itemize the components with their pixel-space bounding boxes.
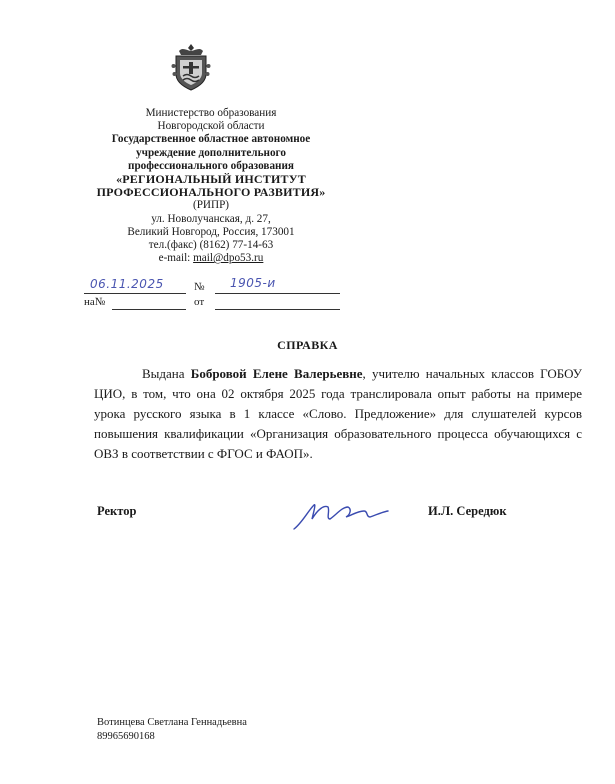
- number-underline: [215, 293, 340, 294]
- body-text: , учителю начальных классов ГОБОУ ЦИО, в том, что она 02 октября 2025 года транслировала опыт работы на примере урока русского языка в 1 классе «Слово. Предложение» для слушателей курсов повышения квалификации «Организация образовательного процесса обучающихся с ОВЗ в соответствии с ФГОС и ФАОП».: [94, 366, 583, 461]
- signatory-name: И.Л. Середюк: [428, 504, 507, 518]
- number-label: №: [194, 281, 205, 293]
- ministry-line: Министерство образования: [145, 107, 277, 119]
- org-name-line: «РЕГИОНАЛЬНЫЙ ИНСТИТУТ: [116, 172, 306, 187]
- org-name-line: ПРОФЕССИОНАЛЬНОГО РАЗВИТИЯ»: [96, 185, 326, 200]
- handwritten-signature: [292, 497, 390, 533]
- email-label: e-mail:: [158, 252, 194, 265]
- address-line: Великий Новгород, Россия, 173001: [127, 225, 295, 238]
- address-line: ул. Новолучанская, д. 27,: [151, 212, 271, 225]
- phone-line: тел.(факс) (8162) 77-14-63: [148, 239, 274, 252]
- coat-of-arms-icon: [170, 42, 212, 92]
- executor-phone: 89965690168: [97, 731, 155, 742]
- body-intro: Выдана: [142, 366, 191, 381]
- ot-underline: [215, 309, 340, 310]
- ot-label: от: [194, 296, 205, 308]
- org-name-line: Государственное областное автономное: [111, 133, 311, 146]
- body-paragraph: [94, 364, 582, 464]
- document-title: СПРАВКА: [277, 338, 338, 352]
- date-underline: [84, 293, 186, 294]
- document-body: [94, 364, 582, 464]
- executor-name: Вотинцева Светлана Геннадьевна: [97, 717, 247, 728]
- email-link[interactable]: mail@dpo53.ru: [193, 252, 264, 265]
- recipient-name: Бобровой Елене Валерьевне: [190, 366, 363, 381]
- executor-info: [97, 716, 247, 744]
- org-name-line: учреждение дополнительного: [136, 146, 286, 159]
- signatory-position: Ректор: [97, 504, 137, 518]
- org-name-line: профессионального образования: [128, 159, 294, 172]
- na-label: на№: [84, 296, 106, 308]
- na-underline: [112, 309, 186, 310]
- org-abbreviation: (РИПР): [192, 199, 230, 212]
- handwritten-number: 1905-и: [230, 276, 276, 290]
- email-line: [86, 252, 336, 265]
- ministry-line: Новгородской области: [157, 120, 265, 133]
- handwritten-date: 06.11.2025: [90, 277, 164, 291]
- letterhead: [86, 107, 336, 265]
